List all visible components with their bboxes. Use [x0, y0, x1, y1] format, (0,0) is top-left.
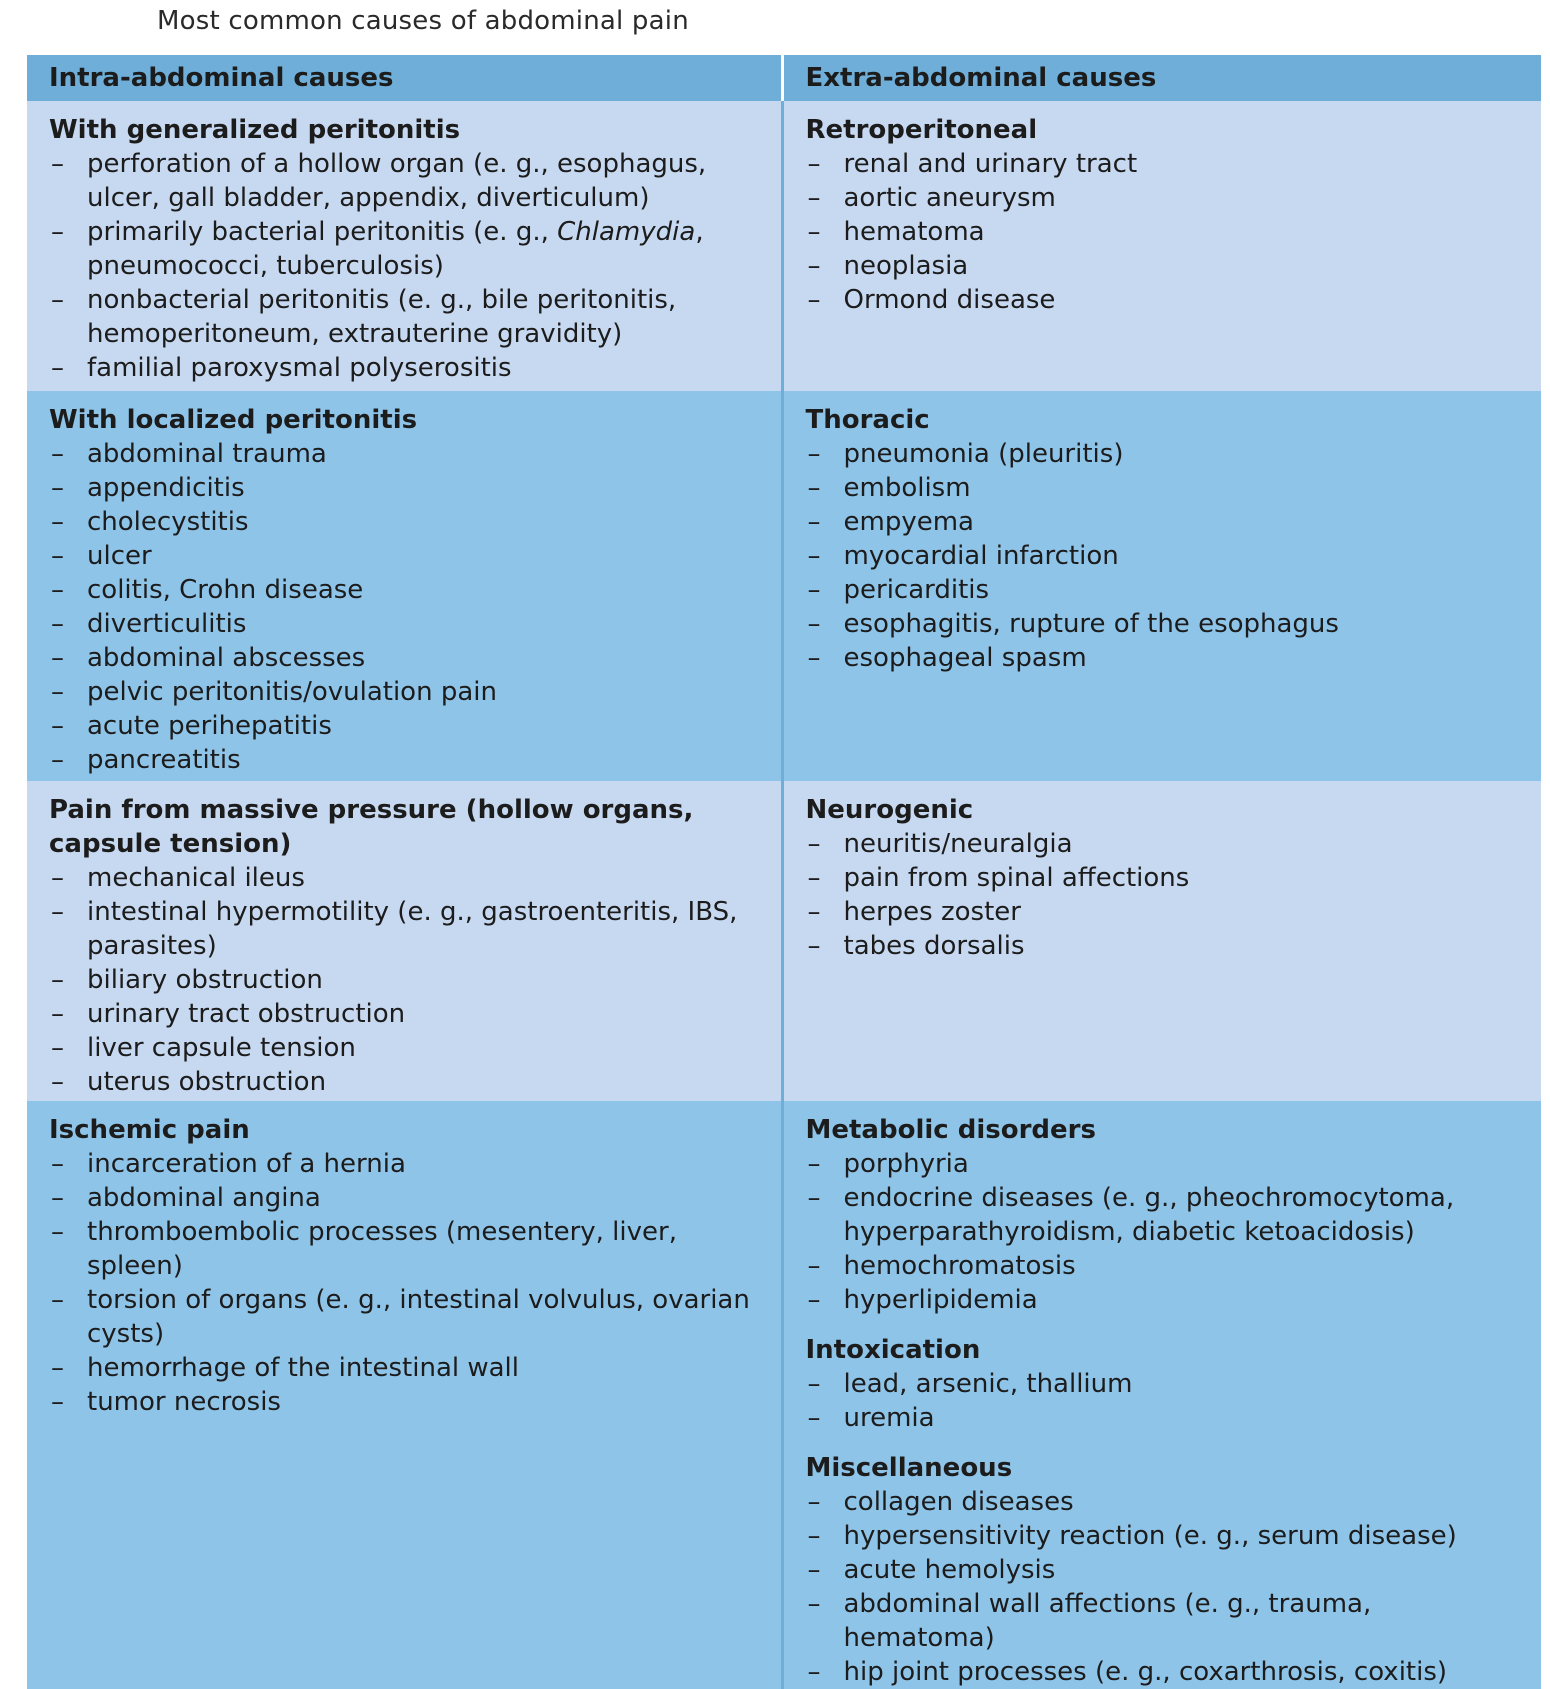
- list-item: – lead, arsenic, thallium: [806, 1367, 1530, 1401]
- list-item: – ulcer: [49, 539, 769, 573]
- list-item: – tumor necrosis: [49, 1385, 769, 1419]
- group-title: Thoracic: [805, 405, 930, 435]
- header-intra-abdominal: Intra-abdominal causes: [27, 55, 782, 101]
- list-item: [49, 215, 769, 283]
- item-italic-term: Chlamydia: [557, 217, 696, 247]
- cause-list: [806, 437, 1530, 675]
- list-item: – cholecystitis: [49, 505, 769, 539]
- list-item: – pericarditis: [806, 573, 1530, 607]
- cause-group: [806, 403, 1530, 675]
- cause-list: [49, 1147, 769, 1419]
- list-item: – appendicitis: [49, 471, 769, 505]
- cause-list: [806, 1147, 1530, 1317]
- cause-group: [806, 1113, 1530, 1317]
- header-row: [27, 55, 1541, 101]
- list-item: – endocrine diseases (e. g., pheochromocytoma, hyperparathyroidism, diabetic ketoacidosis): [806, 1181, 1530, 1249]
- list-item: – herpes zoster: [806, 895, 1530, 929]
- group-title: Pain from massive pressure (hollow organs, capsule tension): [49, 795, 694, 859]
- list-item: – biliary obstruction: [49, 963, 769, 997]
- cause-list: [806, 1367, 1530, 1435]
- list-item: – abdominal abscesses: [49, 641, 769, 675]
- list-item: – abdominal angina: [49, 1181, 769, 1215]
- list-item: – intestinal hypermotility (e. g., gastroenteritis, IBS, parasites): [49, 895, 769, 963]
- list-item: – abdominal wall affections (e. g., trauma, hematoma): [806, 1587, 1530, 1655]
- cell-thoracic: [782, 391, 1541, 781]
- list-item: – acute perihepatitis: [49, 709, 769, 743]
- list-item: – pelvic peritonitis/ovulation pain: [49, 675, 769, 709]
- cause-list: [806, 147, 1530, 317]
- cause-group: [806, 1333, 1530, 1435]
- group-title: With localized peritonitis: [49, 405, 418, 435]
- list-item: – Ormond disease: [806, 283, 1530, 317]
- list-item: – uterus obstruction: [49, 1065, 769, 1099]
- list-item: – thromboembolic processes (mesentery, liver, spleen): [49, 1215, 769, 1283]
- group-title: Intoxication: [805, 1335, 981, 1365]
- group-title: With generalized peritonitis: [49, 115, 461, 145]
- list-item: – renal and urinary tract: [806, 147, 1530, 181]
- cause-list: [806, 1485, 1530, 1689]
- cause-group: [49, 113, 769, 385]
- list-item: – empyema: [806, 505, 1530, 539]
- list-item: – colitis, Crohn disease: [49, 573, 769, 607]
- group-title: Ischemic pain: [49, 1115, 250, 1145]
- cell-neurogenic: [782, 781, 1541, 1101]
- header-extra-abdominal: Extra-abdominal causes: [782, 55, 1541, 101]
- list-item: – familial paroxysmal polyserositis: [49, 351, 769, 385]
- table-row: [27, 101, 1541, 391]
- causes-table: [27, 55, 1541, 1689]
- list-item: – hemorrhage of the intestinal wall: [49, 1351, 769, 1385]
- list-item: – incarceration of a hernia: [49, 1147, 769, 1181]
- list-item: – hip joint processes (e. g., coxarthrosis, coxitis): [806, 1655, 1530, 1689]
- list-item: – hyperlipidemia: [806, 1283, 1530, 1317]
- list-item: – tabes dorsalis: [806, 929, 1530, 963]
- table-row: [27, 1101, 1541, 1689]
- list-item: – torsion of organs (e. g., intestinal volvulus, ovarian cysts): [49, 1283, 769, 1351]
- cause-group: [806, 793, 1530, 963]
- cause-group: [806, 1451, 1530, 1689]
- list-item: – pain from spinal affections: [806, 861, 1530, 895]
- cell-generalized-peritonitis: [27, 101, 782, 391]
- list-item: – aortic aneurysm: [806, 181, 1530, 215]
- table-caption: Most common causes of abdominal pain: [157, 6, 689, 36]
- list-item: – liver capsule tension: [49, 1031, 769, 1065]
- list-item: – embolism: [806, 471, 1530, 505]
- list-item: – pneumonia (pleuritis): [806, 437, 1530, 471]
- group-title: Miscellaneous: [805, 1453, 1013, 1483]
- list-item: – esophageal spasm: [806, 641, 1530, 675]
- cell-retroperitoneal: [782, 101, 1541, 391]
- table-row: [27, 391, 1541, 781]
- cell-ischemic-pain: [27, 1101, 782, 1689]
- list-item: – pancreatitis: [49, 743, 769, 777]
- list-item: – abdominal trauma: [49, 437, 769, 471]
- cause-group: [49, 403, 769, 777]
- list-item: – myocardial infarction: [806, 539, 1530, 573]
- group-title: Metabolic disorders: [805, 1115, 1096, 1145]
- cause-group: [806, 113, 1530, 317]
- list-item: – acute hemolysis: [806, 1553, 1530, 1587]
- list-item: – collagen diseases: [806, 1485, 1530, 1519]
- list-item: – neoplasia: [806, 249, 1530, 283]
- cause-list: [49, 147, 769, 385]
- cell-metabolic-intoxication-misc: [782, 1101, 1541, 1689]
- list-item: – hematoma: [806, 215, 1530, 249]
- group-title: Retroperitoneal: [805, 115, 1038, 145]
- cell-massive-pressure: [27, 781, 782, 1101]
- list-item: – esophagitis, rupture of the esophagus: [806, 607, 1530, 641]
- cause-group: [49, 793, 769, 1099]
- item-text: primarily bacterial peritonitis (e. g.,: [87, 217, 558, 247]
- list-item: – diverticulitis: [49, 607, 769, 641]
- list-item: – nonbacterial peritonitis (e. g., bile peritonitis, hemoperitoneum, extrauterine gravidity): [49, 283, 769, 351]
- item-text: , pneumococci, tuberculosis): [87, 217, 704, 281]
- cause-list: [806, 827, 1530, 963]
- list-item: – perforation of a hollow organ (e. g., esophagus, ulcer, gall bladder, appendix, diverticulum): [49, 147, 769, 215]
- cell-localized-peritonitis: [27, 391, 782, 781]
- list-item: – uremia: [806, 1401, 1530, 1435]
- list-item: – neuritis/neuralgia: [806, 827, 1530, 861]
- list-item: – hemochromatosis: [806, 1249, 1530, 1283]
- cause-list: [49, 437, 769, 777]
- cause-list: [49, 861, 769, 1099]
- list-item: – porphyria: [806, 1147, 1530, 1181]
- cause-group: [49, 1113, 769, 1419]
- table-row: [27, 781, 1541, 1101]
- list-item: – hypersensitivity reaction (e. g., serum disease): [806, 1519, 1530, 1553]
- list-item: – urinary tract obstruction: [49, 997, 769, 1031]
- group-title: Neurogenic: [805, 795, 974, 825]
- list-item: – mechanical ileus: [49, 861, 769, 895]
